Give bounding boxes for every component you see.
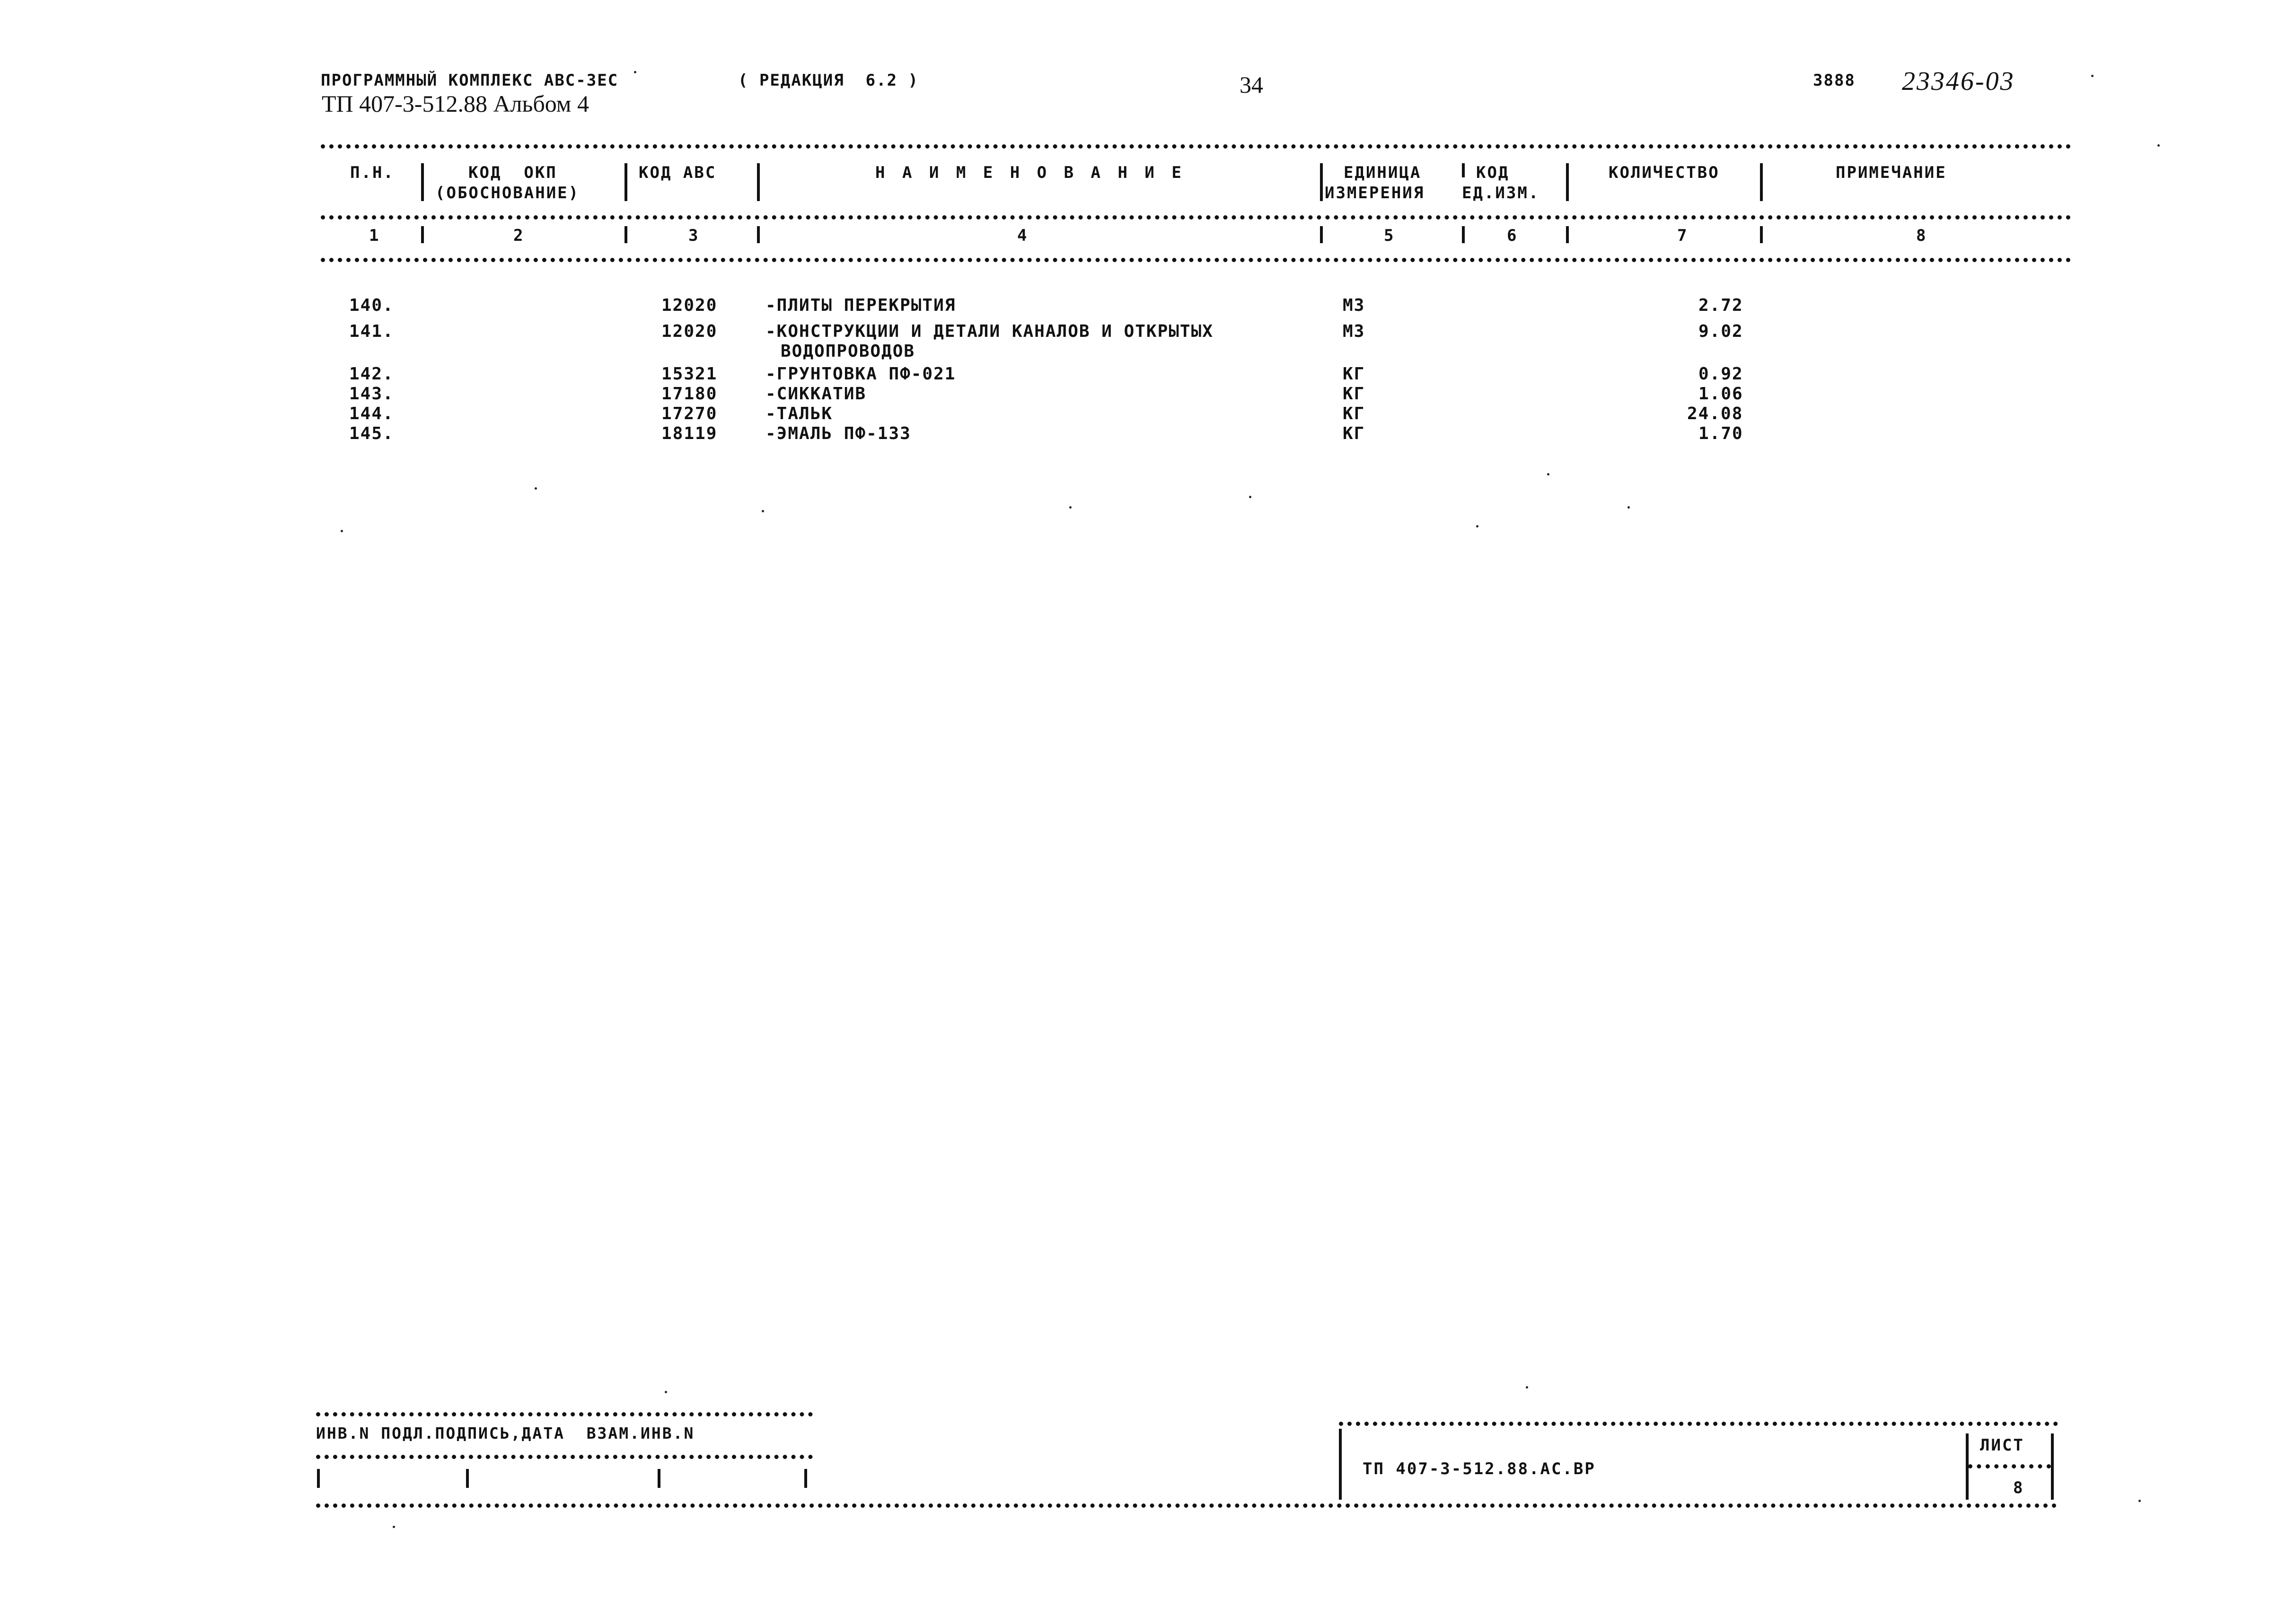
table-top-rule [321,144,2071,149]
row-description: -КОНСТРУКЦИИ И ДЕТАЛИ КАНАЛОВ И ОТКРЫТЫХ [765,322,1214,341]
sheet-number: 8 [2013,1478,2024,1497]
header-item-number: П.Н. [350,163,395,182]
row-number: 142. [349,364,394,384]
row-number: 144. [349,404,394,423]
row-quantity: 9.02 [1698,322,1743,341]
row-unit: КГ [1343,364,1365,384]
header-justification: (ОБОСНОВАНИЕ) [435,184,580,202]
title-block-top-rule [1339,1422,2058,1426]
album-title: ТП 407-3-512.88 Альбом 4 [322,90,589,117]
row-description: -ГРУНТОВКА ПФ-021 [765,364,956,384]
row-abc-code: 12020 [661,296,718,315]
header-description: Н А И М Е Н О В А Н И Е [875,163,1185,182]
title-block-left-edge [1339,1429,1342,1500]
scan-speck [2091,75,2094,77]
row-unit: КГ [1343,404,1365,423]
row-abc-code: 18119 [661,424,718,443]
col-divider [1320,226,1323,243]
header-unit: ЕДИНИЦА [1344,163,1422,182]
col-divider [421,226,424,243]
col-divider [625,226,627,243]
col-divider [1566,163,1569,201]
page-number: 34 [1240,71,1263,98]
scan-speck [341,530,343,532]
header-quantity: КОЛИЧЕСТВО [1609,163,1720,182]
header-unit-code: КОД [1476,163,1510,182]
column-number: 4 [1017,226,1029,245]
edition-label: ( РЕДАКЦИЯ 6.2 ) [738,71,919,90]
col-divider [757,226,760,243]
stamp-top-rule [316,1412,813,1416]
header-unit-code-abbrev: ЕД.ИЗМ. [1462,184,1540,202]
row-unit: КГ [1343,384,1365,404]
row-number: 140. [349,296,394,315]
footer-bottom-rule [316,1503,2057,1508]
col-divider [1320,163,1323,201]
scan-speck [1476,525,1478,527]
row-description-continued: ВОДОПРОВОДОВ [781,342,915,361]
row-description: -ТАЛЬК [765,404,833,423]
row-abc-code: 12020 [661,322,718,341]
col-divider [1566,226,1569,243]
sheet-label: ЛИСТ [1980,1436,2024,1455]
row-unit: М3 [1343,296,1365,315]
header-abc-code: КОД АВС [639,163,717,182]
row-abc-code: 15321 [661,364,718,384]
sheet-box-right-edge [2051,1433,2054,1500]
stamp-divider [804,1469,807,1488]
scan-speck [1069,506,1072,509]
row-number: 141. [349,322,394,341]
col-divider [1462,163,1465,177]
row-number: 143. [349,384,394,404]
column-number: 1 [369,226,380,245]
col-divider [1462,226,1465,243]
scan-speck [1547,473,1549,475]
header-unit-measure: ИЗМЕРЕНИЯ [1325,184,1425,202]
row-abc-code: 17270 [661,404,718,423]
scan-speck [1526,1386,1528,1389]
archive-code: 3888 [1813,71,1856,90]
stamp-header: ИНВ.N ПОДЛ.ПОДПИСЬ,ДАТА ВЗАМ.ИНВ.N [316,1424,695,1442]
row-description: -ПЛИТЫ ПЕРЕКРЫТИЯ [765,296,956,315]
document-code: ТП 407-3-512.88.АС.ВР [1363,1459,1596,1478]
scan-speck [1627,506,1630,509]
row-description: -ЭМАЛЬ ПФ-133 [765,424,911,443]
column-number: 6 [1507,226,1518,245]
table-header-rule [321,215,2071,220]
table-columns-rule [321,258,2071,262]
inventory-number: 23346-03 [1902,67,2015,96]
scan-speck [2138,1500,2141,1502]
header-note: ПРИМЕЧАНИЕ [1836,163,1947,182]
stamp-divider [317,1469,320,1488]
row-quantity: 1.70 [1698,424,1743,443]
row-unit: М3 [1343,322,1365,341]
col-divider [757,163,760,201]
row-quantity: 2.72 [1698,296,1743,315]
scan-speck [762,510,764,512]
header-okp-code: КОД ОКП [468,163,557,182]
col-divider [625,163,627,201]
column-number: 8 [1916,226,1927,245]
row-description: -СИККАТИВ [765,384,867,404]
col-divider [1760,226,1763,243]
column-number: 5 [1384,226,1395,245]
column-number: 3 [688,226,700,245]
sheet-box-rule [1968,1464,2051,1468]
scan-speck [665,1391,667,1393]
row-number: 145. [349,424,394,443]
col-divider [421,163,424,201]
row-abc-code: 17180 [661,384,718,404]
stamp-divider [658,1469,660,1488]
row-quantity: 1.06 [1698,384,1743,404]
column-number: 2 [513,226,525,245]
row-unit: КГ [1343,424,1365,443]
stamp-divider [466,1469,469,1488]
scan-speck [1249,496,1251,498]
program-title: ПРОГРАММНЫЙ КОМПЛЕКС АВС-3ЕС [321,71,619,90]
row-quantity: 24.08 [1687,404,1743,423]
scan-speck [393,1526,395,1528]
column-number: 7 [1677,226,1689,245]
scan-speck [535,487,537,490]
stamp-middle-rule [316,1455,813,1459]
row-quantity: 0.92 [1698,364,1743,384]
scan-speck [634,71,636,73]
scan-speck [2157,144,2160,147]
col-divider [1760,163,1763,201]
